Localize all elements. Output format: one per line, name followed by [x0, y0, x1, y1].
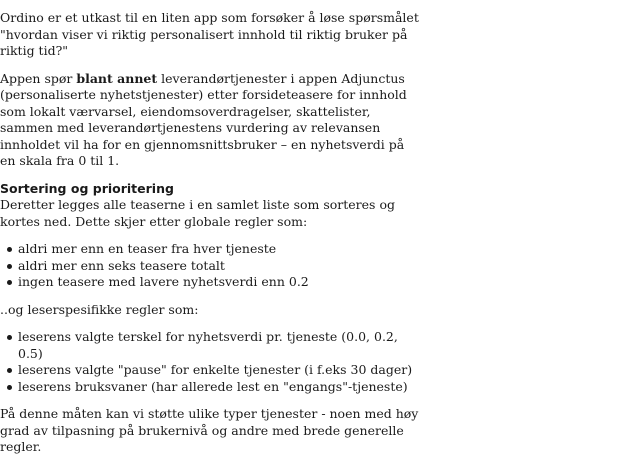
reader-rules-list	[0, 329, 420, 395]
list-item: ingen teasere med lavere nyhetsverdi enn 0.2	[18, 274, 420, 291]
reader-rules-intro: ..og leserspesifikke regler som:	[0, 301, 199, 317]
services-paragraph	[0, 71, 420, 170]
sorting-heading: Sortering og prioritering	[0, 180, 174, 196]
closing-paragraph: På denne måten kan vi støtte ulike typer tjenester - noen med høy grad av tilpasning på brukernivå og andre med brede generelle regler.	[0, 406, 419, 454]
services-emphasis: blant annet	[76, 70, 158, 86]
services-text-end: leverandørtjenester i appen Adjunctus (personaliserte nyhetstjenester) etter forsideteasere for innhold som lokalt værvarsel, eiendomsoverdragelser, skattelister, sammen med leverandørtjenestens vurdering av relevansen innholdet vil ha for en gjennomsnittsbruker – en nyhetsverdi på en skala fra 0 til 1.	[0, 70, 407, 168]
list-item: leserens valgte "pause" for enkelte tjenester (i f.eks 30 dager)	[18, 362, 420, 379]
document-body	[0, 10, 420, 467]
intro-paragraph: Ordino er et utkast til en liten app som forsøker å løse spørsmålet "hvordan viser vi riktig personalisert innhold til riktig bruker på riktig tid?"	[0, 10, 419, 58]
global-rules-list	[0, 241, 420, 291]
sorting-paragraph: Deretter legges alle teaserne i en samlet liste som sorteres og kortes ned. Dette skjer etter globale regler som:	[0, 197, 395, 229]
services-text-start: Appen spør	[0, 70, 77, 86]
list-item: aldri mer enn en teaser fra hver tjeneste	[18, 241, 420, 258]
list-item: leserens bruksvaner (har allerede lest en "engangs"-tjeneste)	[18, 379, 420, 396]
list-item: leserens valgte terskel for nyhetsverdi pr. tjeneste (0.0, 0.2, 0.5)	[18, 329, 420, 362]
list-item: aldri mer enn seks teasere totalt	[18, 258, 420, 275]
